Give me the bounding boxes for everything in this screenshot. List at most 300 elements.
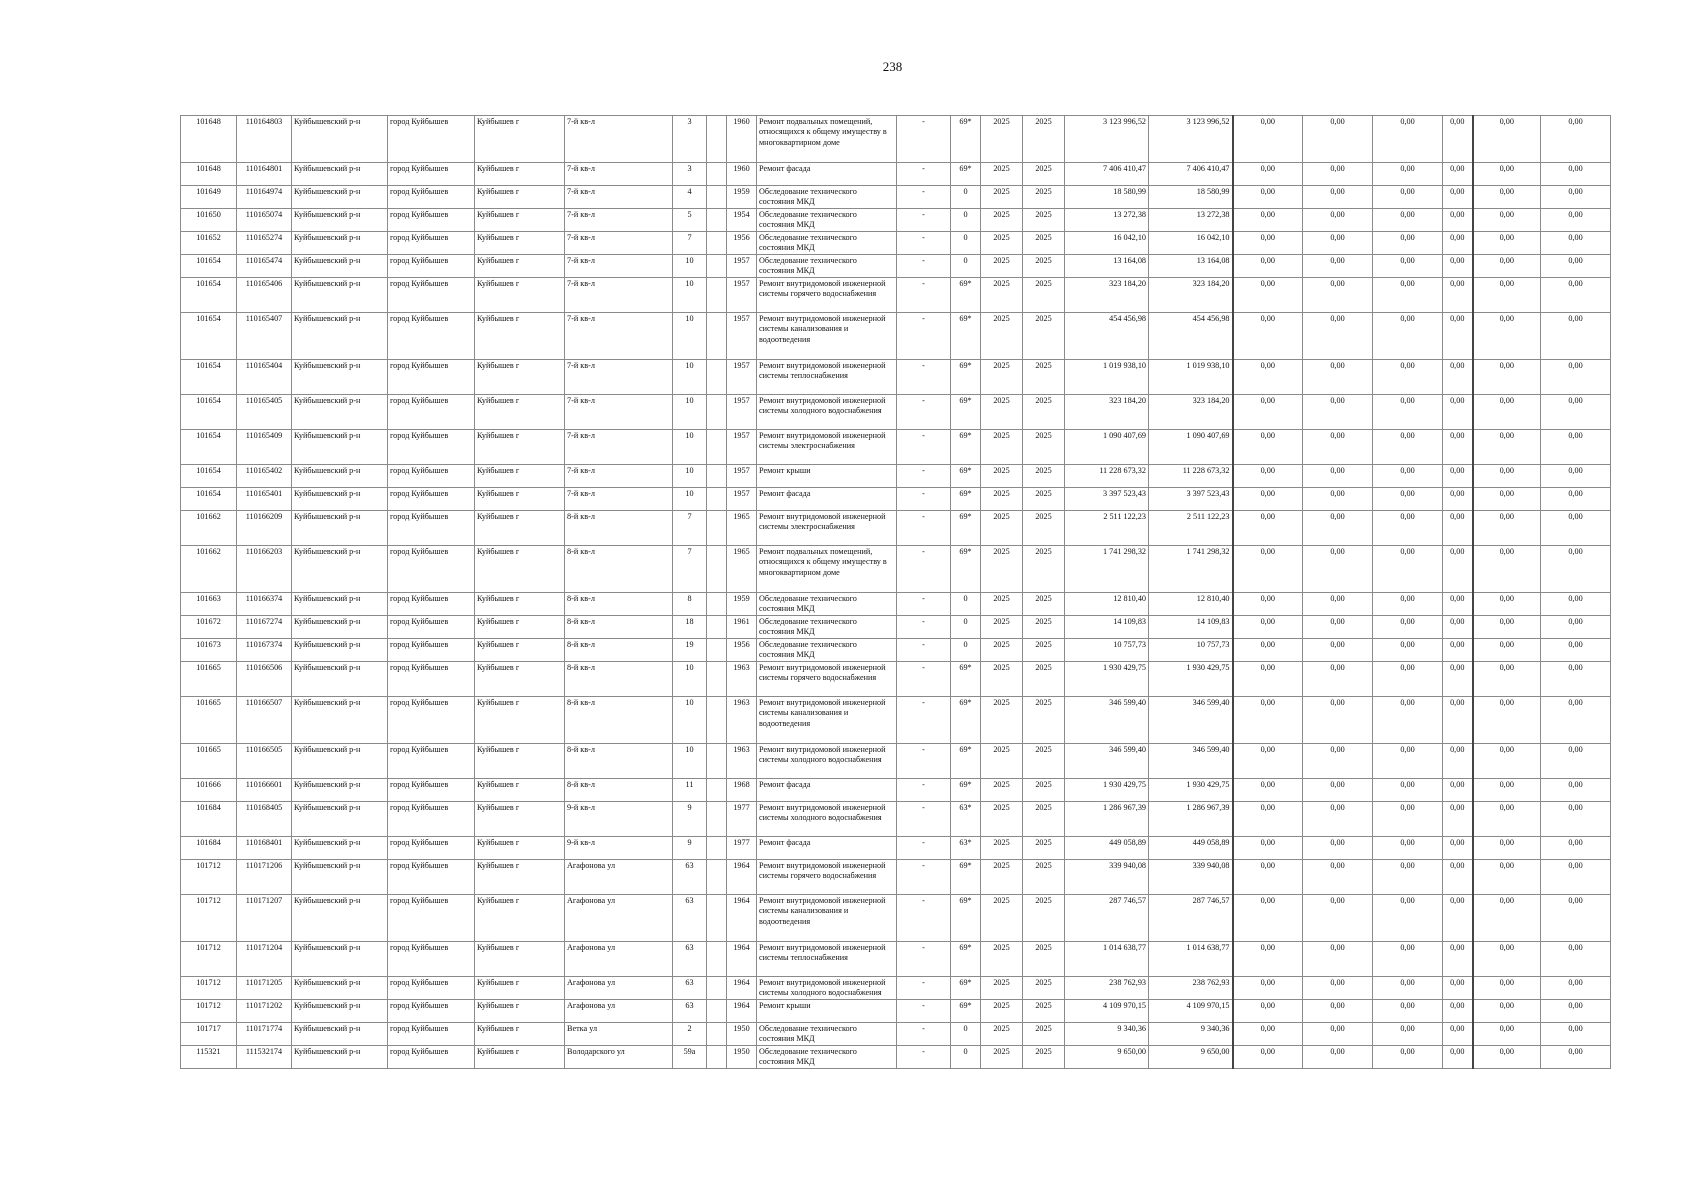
cell-total-cost: 454 456,98	[1065, 313, 1149, 360]
table-row	[181, 977, 1611, 1000]
cell-cost-a: 0,00	[1233, 895, 1303, 942]
cell-building	[707, 546, 727, 593]
cell-cost-b: 0,00	[1303, 430, 1373, 465]
cell-cost-b: 0,00	[1303, 232, 1373, 255]
cell-cost-e: 0,00	[1473, 860, 1541, 895]
cell-municipality: город Куйбышев	[388, 593, 475, 616]
cell-cost-f: 0,00	[1541, 313, 1611, 360]
table-row	[181, 860, 1611, 895]
cell-cost-a: 0,00	[1233, 430, 1303, 465]
cell-district: Куйбышевский р-н	[292, 1046, 388, 1069]
cell-year-to: 2025	[1023, 163, 1065, 186]
cell-total-cost: 323 184,20	[1065, 395, 1149, 430]
cell-cost-d: 0,00	[1443, 116, 1473, 163]
cell-total-cost: 11 228 673,32	[1065, 465, 1149, 488]
cell-dash: -	[897, 942, 951, 977]
cell-object-id: 101672	[181, 616, 237, 639]
cell-cost-a: 0,00	[1233, 1023, 1303, 1046]
cell-house-number: 19	[673, 639, 707, 662]
cell-object-id: 101654	[181, 395, 237, 430]
cell-municipality: город Куйбышев	[388, 639, 475, 662]
cell-cost-b: 0,00	[1303, 837, 1373, 860]
cell-object-id: 101663	[181, 593, 237, 616]
cell-municipality: город Куйбышев	[388, 488, 475, 511]
cell-street: 7-й кв-л	[565, 163, 673, 186]
cell-settlement: Куйбышев г	[475, 639, 565, 662]
cell-settlement: Куйбышев г	[475, 209, 565, 232]
cell-dash: -	[897, 1023, 951, 1046]
cell-work-type: Ремонт внутридомовой инженерной системы электроснабжения	[757, 430, 897, 465]
cell-fund-cost: 323 184,20	[1149, 395, 1233, 430]
cell-cost-a: 0,00	[1233, 744, 1303, 779]
cell-cost-f: 0,00	[1541, 802, 1611, 837]
cell-cost-b: 0,00	[1303, 860, 1373, 895]
cell-work-code: 110165402	[237, 465, 292, 488]
cell-street: Ветка ул	[565, 1023, 673, 1046]
cell-work-code: 110165409	[237, 430, 292, 465]
cell-municipality: город Куйбышев	[388, 546, 475, 593]
cell-cost-a: 0,00	[1233, 1000, 1303, 1023]
table-row	[181, 278, 1611, 313]
cell-settlement: Куйбышев г	[475, 465, 565, 488]
cell-municipality: город Куйбышев	[388, 744, 475, 779]
cell-settlement: Куйбышев г	[475, 662, 565, 697]
cell-house-number: 10	[673, 360, 707, 395]
cell-year-built: 1977	[727, 802, 757, 837]
cell-settlement: Куйбышев г	[475, 488, 565, 511]
cell-object-id: 115321	[181, 1046, 237, 1069]
cell-settlement: Куйбышев г	[475, 186, 565, 209]
cell-settlement: Куйбышев г	[475, 313, 565, 360]
cell-cost-d: 0,00	[1443, 779, 1473, 802]
cell-building	[707, 895, 727, 942]
cell-year-built: 1959	[727, 186, 757, 209]
cell-cost-e: 0,00	[1473, 546, 1541, 593]
cell-cost-a: 0,00	[1233, 255, 1303, 278]
cell-cost-c: 0,00	[1373, 255, 1443, 278]
cell-dash: -	[897, 278, 951, 313]
cell-cost-a: 0,00	[1233, 278, 1303, 313]
cell-street: 7-й кв-л	[565, 186, 673, 209]
cell-municipality: город Куйбышев	[388, 942, 475, 977]
cell-cost-d: 0,00	[1443, 593, 1473, 616]
cell-work-code: 110164801	[237, 163, 292, 186]
cell-house-number: 3	[673, 116, 707, 163]
cell-cost-c: 0,00	[1373, 616, 1443, 639]
cell-settlement: Куйбышев г	[475, 546, 565, 593]
cell-district: Куйбышевский р-н	[292, 779, 388, 802]
cell-total-cost: 1 930 429,75	[1065, 662, 1149, 697]
cell-year-from: 2025	[981, 1023, 1023, 1046]
cell-street: 7-й кв-л	[565, 209, 673, 232]
cell-work-type: Ремонт внутридомовой инженерной системы теплоснабжения	[757, 942, 897, 977]
cell-cost-a: 0,00	[1233, 116, 1303, 163]
cell-cost-e: 0,00	[1473, 186, 1541, 209]
cell-cost-c: 0,00	[1373, 942, 1443, 977]
cell-object-id: 101654	[181, 488, 237, 511]
cell-cost-c: 0,00	[1373, 209, 1443, 232]
cell-cost-b: 0,00	[1303, 1023, 1373, 1046]
cell-cost-c: 0,00	[1373, 546, 1443, 593]
cell-work-type: Ремонт внутридомовой инженерной системы горячего водоснабжения	[757, 278, 897, 313]
cell-dash: -	[897, 802, 951, 837]
cell-building	[707, 860, 727, 895]
cell-fund-cost: 346 599,40	[1149, 744, 1233, 779]
cell-house-number: 9	[673, 837, 707, 860]
cell-year-built: 1956	[727, 232, 757, 255]
cell-year-from: 2025	[981, 209, 1023, 232]
cell-house-number: 10	[673, 255, 707, 278]
cell-total-cost: 1 019 938,10	[1065, 360, 1149, 395]
cell-dash: -	[897, 662, 951, 697]
cell-municipality: город Куйбышев	[388, 465, 475, 488]
cell-dash: -	[897, 430, 951, 465]
cell-object-id: 101652	[181, 232, 237, 255]
cell-year-from: 2025	[981, 546, 1023, 593]
cell-cost-f: 0,00	[1541, 546, 1611, 593]
cell-cost-c: 0,00	[1373, 1000, 1443, 1023]
cell-fund-cost: 13 164,08	[1149, 255, 1233, 278]
table-row	[181, 802, 1611, 837]
cell-work-type: Ремонт фасада	[757, 488, 897, 511]
cell-district: Куйбышевский р-н	[292, 163, 388, 186]
cell-settlement: Куйбышев г	[475, 895, 565, 942]
cell-cost-a: 0,00	[1233, 616, 1303, 639]
cell-cost-e: 0,00	[1473, 744, 1541, 779]
cell-cost-d: 0,00	[1443, 465, 1473, 488]
cell-cost-b: 0,00	[1303, 278, 1373, 313]
cell-cost-b: 0,00	[1303, 209, 1373, 232]
cell-cost-b: 0,00	[1303, 511, 1373, 546]
cell-object-id: 101648	[181, 116, 237, 163]
cell-fund-cost: 7 406 410,47	[1149, 163, 1233, 186]
cell-cost-c: 0,00	[1373, 744, 1443, 779]
cell-building	[707, 278, 727, 313]
cell-cost-d: 0,00	[1443, 163, 1473, 186]
cell-cost-e: 0,00	[1473, 278, 1541, 313]
cell-cost-e: 0,00	[1473, 488, 1541, 511]
cell-work-type: Ремонт внутридомовой инженерной системы холодного водоснабжения	[757, 802, 897, 837]
cell-year-from: 2025	[981, 837, 1023, 860]
cell-cost-d: 0,00	[1443, 1000, 1473, 1023]
cell-dash: -	[897, 313, 951, 360]
cell-object-id: 101650	[181, 209, 237, 232]
cell-cost-a: 0,00	[1233, 546, 1303, 593]
cell-building	[707, 977, 727, 1000]
cell-street: 7-й кв-л	[565, 430, 673, 465]
cell-settlement: Куйбышев г	[475, 942, 565, 977]
cell-work-type: Ремонт фасада	[757, 837, 897, 860]
cell-work-code: 111532174	[237, 1046, 292, 1069]
cell-cost-a: 0,00	[1233, 697, 1303, 744]
cell-object-id: 101717	[181, 1023, 237, 1046]
cell-object-id: 101662	[181, 546, 237, 593]
cell-year-to: 2025	[1023, 313, 1065, 360]
cell-total-cost: 1 014 638,77	[1065, 942, 1149, 977]
cell-house-number: 10	[673, 465, 707, 488]
cell-year-from: 2025	[981, 255, 1023, 278]
cell-fund-cost: 16 042,10	[1149, 232, 1233, 255]
cell-year-built: 1957	[727, 313, 757, 360]
cell-building	[707, 779, 727, 802]
cell-fund-cost: 1 741 298,32	[1149, 546, 1233, 593]
cell-cost-d: 0,00	[1443, 895, 1473, 942]
cell-year-built: 1950	[727, 1023, 757, 1046]
cell-fund-cost: 1 930 429,75	[1149, 662, 1233, 697]
cell-year-built: 1968	[727, 779, 757, 802]
cell-year-to: 2025	[1023, 779, 1065, 802]
cell-cost-d: 0,00	[1443, 186, 1473, 209]
cell-cost-a: 0,00	[1233, 511, 1303, 546]
cell-cost-b: 0,00	[1303, 779, 1373, 802]
cell-work-type: Обследование технического состояния МКД	[757, 593, 897, 616]
cell-year-to: 2025	[1023, 977, 1065, 1000]
cell-cost-d: 0,00	[1443, 232, 1473, 255]
cell-wear: 0	[951, 616, 981, 639]
cell-house-number: 9	[673, 802, 707, 837]
cell-year-to: 2025	[1023, 895, 1065, 942]
cell-fund-cost: 9 340,36	[1149, 1023, 1233, 1046]
cell-object-id: 101712	[181, 1000, 237, 1023]
cell-municipality: город Куйбышев	[388, 662, 475, 697]
cell-fund-cost: 10 757,73	[1149, 639, 1233, 662]
cell-cost-f: 0,00	[1541, 488, 1611, 511]
cell-cost-a: 0,00	[1233, 837, 1303, 860]
capital-repair-table	[180, 115, 1611, 1069]
cell-municipality: город Куйбышев	[388, 313, 475, 360]
cell-settlement: Куйбышев г	[475, 837, 565, 860]
cell-total-cost: 323 184,20	[1065, 278, 1149, 313]
cell-work-type: Ремонт внутридомовой инженерной системы горячего водоснабжения	[757, 860, 897, 895]
cell-fund-cost: 1 019 938,10	[1149, 360, 1233, 395]
cell-object-id: 101654	[181, 278, 237, 313]
cell-municipality: город Куйбышев	[388, 163, 475, 186]
cell-house-number: 4	[673, 186, 707, 209]
cell-cost-b: 0,00	[1303, 895, 1373, 942]
cell-cost-a: 0,00	[1233, 488, 1303, 511]
cell-street: 9-й кв-л	[565, 837, 673, 860]
cell-dash: -	[897, 837, 951, 860]
cell-cost-b: 0,00	[1303, 546, 1373, 593]
cell-settlement: Куйбышев г	[475, 697, 565, 744]
cell-cost-a: 0,00	[1233, 977, 1303, 1000]
cell-building	[707, 360, 727, 395]
cell-wear: 69*	[951, 860, 981, 895]
cell-object-id: 101665	[181, 662, 237, 697]
cell-total-cost: 18 580,99	[1065, 186, 1149, 209]
cell-dash: -	[897, 860, 951, 895]
cell-cost-c: 0,00	[1373, 895, 1443, 942]
cell-settlement: Куйбышев г	[475, 255, 565, 278]
cell-work-type: Обследование технического состояния МКД	[757, 639, 897, 662]
cell-year-from: 2025	[981, 697, 1023, 744]
cell-cost-d: 0,00	[1443, 430, 1473, 465]
cell-street: 8-й кв-л	[565, 546, 673, 593]
cell-total-cost: 1 741 298,32	[1065, 546, 1149, 593]
cell-year-from: 2025	[981, 593, 1023, 616]
cell-object-id: 101648	[181, 163, 237, 186]
cell-cost-b: 0,00	[1303, 942, 1373, 977]
cell-building	[707, 616, 727, 639]
cell-cost-c: 0,00	[1373, 360, 1443, 395]
cell-cost-e: 0,00	[1473, 977, 1541, 1000]
cell-municipality: город Куйбышев	[388, 802, 475, 837]
cell-year-built: 1957	[727, 360, 757, 395]
cell-cost-a: 0,00	[1233, 860, 1303, 895]
cell-settlement: Куйбышев г	[475, 116, 565, 163]
cell-district: Куйбышевский р-н	[292, 639, 388, 662]
cell-work-type: Ремонт внутридомовой инженерной системы электроснабжения	[757, 511, 897, 546]
cell-cost-e: 0,00	[1473, 1046, 1541, 1069]
cell-street: Агафонова ул	[565, 860, 673, 895]
cell-cost-d: 0,00	[1443, 360, 1473, 395]
cell-dash: -	[897, 616, 951, 639]
cell-wear: 69*	[951, 546, 981, 593]
cell-work-type: Ремонт крыши	[757, 465, 897, 488]
cell-dash: -	[897, 744, 951, 779]
cell-work-type: Обследование технического состояния МКД	[757, 1046, 897, 1069]
cell-cost-f: 0,00	[1541, 616, 1611, 639]
cell-cost-f: 0,00	[1541, 255, 1611, 278]
cell-work-type: Ремонт внутридомовой инженерной системы горячего водоснабжения	[757, 662, 897, 697]
cell-cost-e: 0,00	[1473, 465, 1541, 488]
cell-wear: 0	[951, 1023, 981, 1046]
cell-year-to: 2025	[1023, 232, 1065, 255]
cell-total-cost: 13 164,08	[1065, 255, 1149, 278]
cell-cost-e: 0,00	[1473, 779, 1541, 802]
cell-settlement: Куйбышев г	[475, 616, 565, 639]
cell-cost-b: 0,00	[1303, 465, 1373, 488]
cell-cost-e: 0,00	[1473, 430, 1541, 465]
cell-cost-a: 0,00	[1233, 593, 1303, 616]
cell-cost-e: 0,00	[1473, 837, 1541, 860]
table-row	[181, 395, 1611, 430]
cell-year-to: 2025	[1023, 942, 1065, 977]
cell-district: Куйбышевский р-н	[292, 744, 388, 779]
cell-municipality: город Куйбышев	[388, 837, 475, 860]
cell-dash: -	[897, 395, 951, 430]
cell-dash: -	[897, 255, 951, 278]
cell-cost-f: 0,00	[1541, 1023, 1611, 1046]
cell-cost-a: 0,00	[1233, 639, 1303, 662]
cell-cost-e: 0,00	[1473, 639, 1541, 662]
cell-fund-cost: 9 650,00	[1149, 1046, 1233, 1069]
table-row	[181, 942, 1611, 977]
cell-cost-e: 0,00	[1473, 593, 1541, 616]
cell-cost-e: 0,00	[1473, 1000, 1541, 1023]
cell-wear: 0	[951, 255, 981, 278]
cell-year-to: 2025	[1023, 860, 1065, 895]
cell-year-to: 2025	[1023, 639, 1065, 662]
cell-wear: 0	[951, 639, 981, 662]
cell-wear: 69*	[951, 360, 981, 395]
cell-street: 9-й кв-л	[565, 802, 673, 837]
cell-work-code: 110168405	[237, 802, 292, 837]
cell-dash: -	[897, 186, 951, 209]
cell-year-from: 2025	[981, 860, 1023, 895]
table-row	[181, 895, 1611, 942]
cell-year-built: 1957	[727, 488, 757, 511]
cell-cost-c: 0,00	[1373, 511, 1443, 546]
cell-cost-f: 0,00	[1541, 697, 1611, 744]
cell-cost-d: 0,00	[1443, 546, 1473, 593]
cell-building	[707, 802, 727, 837]
cell-cost-d: 0,00	[1443, 744, 1473, 779]
cell-cost-f: 0,00	[1541, 1046, 1611, 1069]
cell-cost-a: 0,00	[1233, 395, 1303, 430]
cell-street: 8-й кв-л	[565, 697, 673, 744]
cell-cost-d: 0,00	[1443, 255, 1473, 278]
cell-cost-b: 0,00	[1303, 313, 1373, 360]
cell-house-number: 10	[673, 313, 707, 360]
cell-year-to: 2025	[1023, 744, 1065, 779]
cell-cost-f: 0,00	[1541, 430, 1611, 465]
cell-house-number: 7	[673, 232, 707, 255]
cell-cost-f: 0,00	[1541, 779, 1611, 802]
table-row	[181, 232, 1611, 255]
cell-cost-a: 0,00	[1233, 360, 1303, 395]
cell-cost-b: 0,00	[1303, 395, 1373, 430]
cell-cost-e: 0,00	[1473, 255, 1541, 278]
cell-cost-f: 0,00	[1541, 465, 1611, 488]
cell-municipality: город Куйбышев	[388, 255, 475, 278]
cell-cost-e: 0,00	[1473, 942, 1541, 977]
cell-year-to: 2025	[1023, 209, 1065, 232]
cell-cost-e: 0,00	[1473, 209, 1541, 232]
cell-municipality: город Куйбышев	[388, 360, 475, 395]
table-row	[181, 593, 1611, 616]
cell-municipality: город Куйбышев	[388, 1000, 475, 1023]
cell-house-number: 10	[673, 662, 707, 697]
table-row	[181, 1046, 1611, 1069]
cell-object-id: 101665	[181, 744, 237, 779]
cell-street: 7-й кв-л	[565, 232, 673, 255]
cell-wear: 69*	[951, 465, 981, 488]
table-row	[181, 255, 1611, 278]
cell-district: Куйбышевский р-н	[292, 395, 388, 430]
cell-year-from: 2025	[981, 360, 1023, 395]
cell-year-to: 2025	[1023, 837, 1065, 860]
cell-building	[707, 1000, 727, 1023]
cell-settlement: Куйбышев г	[475, 395, 565, 430]
cell-work-type: Ремонт крыши	[757, 1000, 897, 1023]
cell-cost-c: 0,00	[1373, 802, 1443, 837]
cell-object-id: 101684	[181, 837, 237, 860]
cell-cost-a: 0,00	[1233, 662, 1303, 697]
cell-year-to: 2025	[1023, 616, 1065, 639]
cell-year-built: 1960	[727, 163, 757, 186]
cell-year-from: 2025	[981, 942, 1023, 977]
cell-street: Агафонова ул	[565, 1000, 673, 1023]
cell-fund-cost: 449 058,89	[1149, 837, 1233, 860]
cell-total-cost: 2 511 122,23	[1065, 511, 1149, 546]
cell-work-type: Обследование технического состояния МКД	[757, 232, 897, 255]
cell-house-number: 2	[673, 1023, 707, 1046]
cell-fund-cost: 1 286 967,39	[1149, 802, 1233, 837]
cell-cost-f: 0,00	[1541, 593, 1611, 616]
cell-work-code: 110171206	[237, 860, 292, 895]
cell-work-code: 110171205	[237, 977, 292, 1000]
cell-year-from: 2025	[981, 779, 1023, 802]
cell-cost-f: 0,00	[1541, 360, 1611, 395]
cell-cost-b: 0,00	[1303, 1000, 1373, 1023]
cell-fund-cost: 3 123 996,52	[1149, 116, 1233, 163]
cell-year-built: 1964	[727, 977, 757, 1000]
cell-work-type: Ремонт внутридомовой инженерной системы холодного водоснабжения	[757, 395, 897, 430]
cell-wear: 69*	[951, 662, 981, 697]
cell-street: 8-й кв-л	[565, 593, 673, 616]
cell-house-number: 7	[673, 511, 707, 546]
